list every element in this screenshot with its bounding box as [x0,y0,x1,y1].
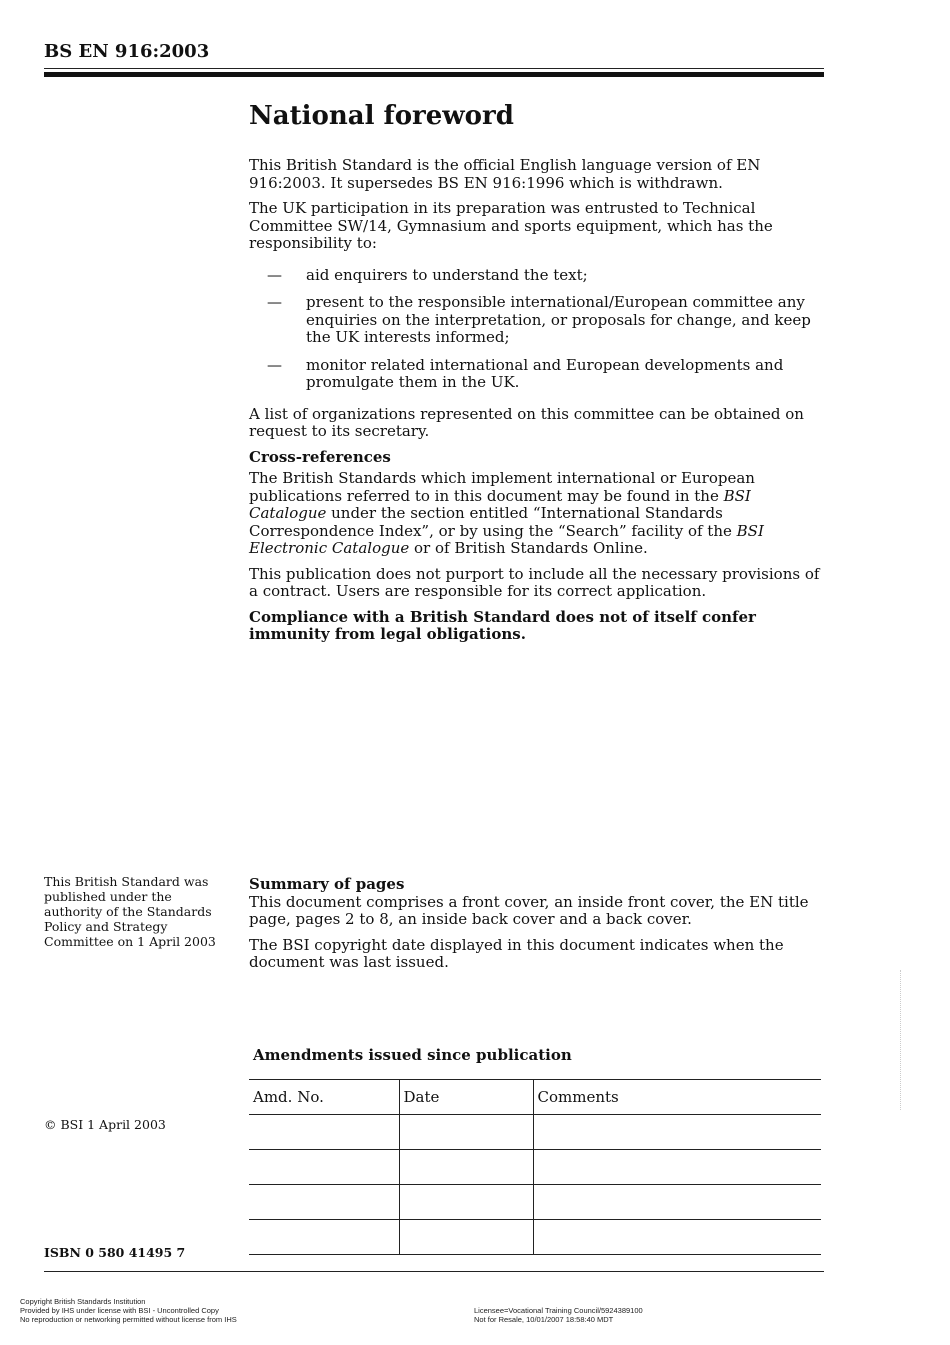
footer-line: Copyright British Standards Institution [20,1297,146,1306]
header-rule-thick [44,72,824,77]
table-cell [533,1115,821,1150]
table-cell [249,1220,399,1255]
table-cell [533,1185,821,1220]
footer-rule [44,1271,824,1272]
table-cell [249,1185,399,1220]
list-item-text: aid enquirers to understand the text; [306,265,588,284]
table-cell [399,1185,533,1220]
catalogue-title: BSI Catalogue [249,486,751,522]
summary-heading: Summary of pages [249,875,405,893]
summary-paragraph: This document comprises a front cover, an inside front cover, the EN title page, pages 2 to 8, an inside back cover and a back cover. [249,892,809,928]
footer-line: Licensee=Vocational Training Council/5924389100 [474,1306,643,1315]
footer-line: Provided by IHS under license with BSI - Uncontrolled Copy [20,1306,219,1315]
text-run: under the section entitled “International Standards Correspondence Index”, or by using the “Search” facility of the [249,504,737,540]
cross-references-heading: Cross-references [249,447,391,466]
copyright-notice: © BSI 1 April 2003 [44,1117,166,1132]
table-cell [399,1115,533,1150]
intro-paragraph: The UK participation in its preparation was entrusted to Technical Committee SW/14, Gymnasium and sports equipment, which has the responsibility to: [249,199,773,252]
electronic-catalogue-title: BSI Electronic Catalogue [249,521,764,557]
table-row [249,1220,821,1255]
isbn: ISBN 0 580 41495 7 [44,1245,186,1260]
table-cell [533,1220,821,1255]
column-header: Date [399,1080,533,1115]
table-row [249,1150,821,1185]
table-cell [399,1220,533,1255]
list-item [249,294,827,347]
footer-left [20,1297,237,1324]
dash-bullet: — [267,293,282,311]
intro-paragraph: This British Standard is the official English language version of EN 916:2003. It supersedes BS EN 916:1996 which is withdrawn. [249,156,761,192]
copyright-date-paragraph: The BSI copyright date displayed in this document indicates when the document was last issued. [249,935,784,971]
column-header: Amd. No. [249,1080,399,1115]
text-run: or of British Standards Online. [409,539,648,557]
table-row [249,1185,821,1220]
publication-note: This British Standard was published under the authority of the Standards Policy and Strategy Committee on 1 April 2003 [44,874,216,949]
amendments-title: Amendments issued since publication [253,1046,572,1064]
contract-paragraph: This publication does not purport to include all the necessary provisions of a contract. Users are responsible for its correct application. [249,564,820,600]
compliance-statement: Compliance with a British Standard does not of itself confer immunity from legal obligations. [249,607,756,643]
margin-watermark [900,970,913,1110]
list-item [249,267,827,285]
table-cell [399,1150,533,1185]
footer-line: No reproduction or networking permitted without license from IHS [20,1315,237,1324]
footer-right [474,1306,643,1324]
list-item-text: present to the responsible international/European committee any enquiries on the interpretation, or proposals for change, and keep the UK interests informed; [306,293,811,346]
page-title: National foreword [249,101,514,131]
list-item-text: monitor related international and European developments and promulgate them in the UK. [306,355,784,391]
header-rule-thin [44,68,824,69]
footer-line: Not for Resale, 10/01/2007 18:58:40 MDT [474,1315,614,1324]
document-code: BS EN 916:2003 [44,41,210,62]
column-header: Comments [533,1080,821,1115]
table-header-row [249,1080,821,1115]
foreword-body [249,157,827,652]
table-cell [249,1115,399,1150]
committee-paragraph: A list of organizations represented on this committee can be obtained on request to its secretary. [249,404,804,440]
table-row [249,1115,821,1150]
dash-bullet: — [267,355,282,374]
text-run: The British Standards which implement international or European publications referred to in this document may be found in the [249,469,755,505]
amendments-table [249,1079,821,1255]
summary-section [249,876,827,980]
list-item [249,357,827,392]
table-cell [249,1150,399,1185]
table-cell [533,1150,821,1185]
cross-references-paragraph [249,470,827,558]
dash-bullet: — [267,265,282,284]
